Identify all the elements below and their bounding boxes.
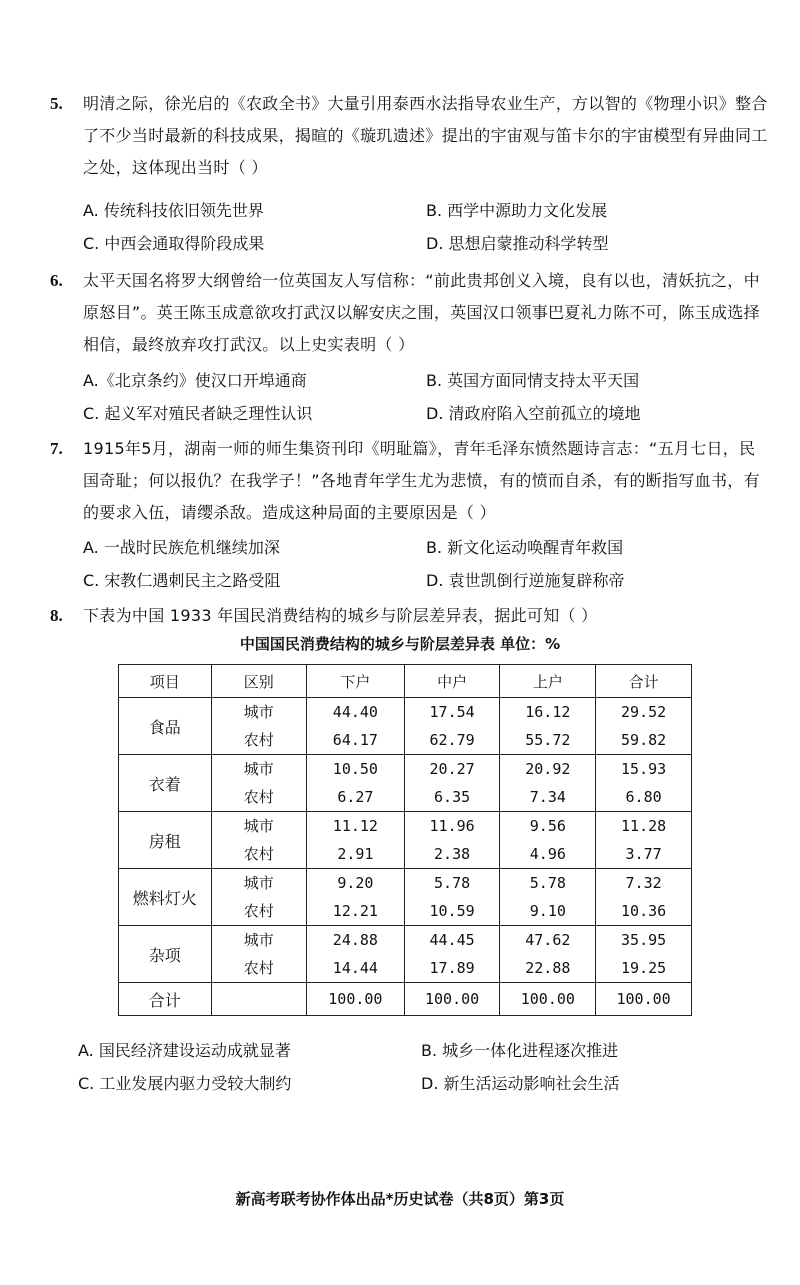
total-cell: 29.52 59.82 — [596, 698, 692, 755]
option-a: A. 一战时民族危机继续加深 — [83, 538, 280, 557]
question-number: 6. — [50, 271, 63, 290]
question-5 — [50, 88, 770, 184]
option-c: C. 工业发展内驱力受较大制约 — [78, 1074, 292, 1093]
item-cell: 杂项 — [119, 926, 212, 983]
item-cell: 房租 — [119, 812, 212, 869]
question-stem: 下表为中国 1933 年国民消费结构的城乡与阶层差异表，据此可知（ ） — [83, 606, 598, 625]
column-header: 合计 — [596, 665, 692, 698]
area-cell: 城市 农村 — [211, 869, 307, 926]
low-cell: 9.20 12.21 — [307, 869, 405, 926]
sum-label: 合计 — [119, 983, 212, 1016]
table-row — [119, 755, 692, 812]
column-header: 下户 — [307, 665, 405, 698]
total-cell: 11.28 3.77 — [596, 812, 692, 869]
option-d: D. 清政府陷入空前孤立的境地 — [426, 404, 641, 423]
total-cell: 15.93 6.80 — [596, 755, 692, 812]
question-number: 5. — [50, 94, 63, 113]
consumption-table — [118, 664, 692, 1016]
table-row — [119, 698, 692, 755]
item-cell: 食品 — [119, 698, 212, 755]
total-cell: 7.32 10.36 — [596, 869, 692, 926]
high-cell: 47.62 22.88 — [500, 926, 596, 983]
low-cell: 11.12 2.91 — [307, 812, 405, 869]
option-b: B. 城乡一体化进程逐次推进 — [421, 1041, 619, 1060]
column-header: 中户 — [404, 665, 500, 698]
table-row — [119, 812, 692, 869]
table-title: 中国国民消费结构的城乡与阶层差异表 单位：% — [239, 635, 561, 653]
low-cell: 24.88 14.44 — [307, 926, 405, 983]
option-d: D. 袁世凯倒行逆施复辟称帝 — [426, 571, 625, 590]
area-cell: 城市 农村 — [211, 755, 307, 812]
option-b: B. 西学中源助力文化发展 — [426, 201, 608, 220]
mid-cell: 100.00 — [404, 983, 500, 1016]
total-cell: 100.00 — [596, 983, 692, 1016]
question-6 — [50, 265, 770, 361]
option-c: C. 中西会通取得阶段成果 — [83, 234, 265, 253]
mid-cell: 17.54 62.79 — [404, 698, 500, 755]
question-7 — [50, 433, 770, 529]
low-cell: 100.00 — [307, 983, 405, 1016]
low-cell: 10.50 6.27 — [307, 755, 405, 812]
page-footer: 新高考联考协作体出品*历史试卷（共8页）第3页 — [235, 1190, 565, 1208]
question-8 — [50, 600, 770, 632]
option-b: B. 新文化运动唤醒青年救国 — [426, 538, 624, 557]
table-row — [119, 926, 692, 983]
area-cell: 城市 农村 — [211, 698, 307, 755]
item-cell: 衣着 — [119, 755, 212, 812]
option-d: D. 新生活运动影响社会生活 — [421, 1074, 620, 1093]
option-a: A.《北京条约》使汉口开埠通商 — [83, 371, 307, 390]
column-header: 项目 — [119, 665, 212, 698]
high-cell: 16.12 55.72 — [500, 698, 596, 755]
high-cell: 100.00 — [500, 983, 596, 1016]
question-stem: 1915年5月，湖南一师的师生集资刊印《明耻篇》，青年毛泽东愤然题诗言志：“五月七日，民国奇耻；何以报仇？在我学子！”各地青年学生尤为悲愤，有的愤而自杀，有的断指写血书，有的要求入伍，请缨杀敌。造成这种局面的主要原因是（ ） — [83, 439, 760, 522]
mid-cell: 44.45 17.89 — [404, 926, 500, 983]
option-b: B. 英国方面同情支持太平天国 — [426, 371, 640, 390]
mid-cell: 5.78 10.59 — [404, 869, 500, 926]
item-cell: 燃料灯火 — [119, 869, 212, 926]
mid-cell: 20.27 6.35 — [404, 755, 500, 812]
question-number: 7. — [50, 439, 63, 458]
high-cell: 20.92 7.34 — [500, 755, 596, 812]
high-cell: 5.78 9.10 — [500, 869, 596, 926]
option-c: C. 起义军对殖民者缺乏理性认识 — [83, 404, 313, 423]
column-header: 上户 — [500, 665, 596, 698]
high-cell: 9.56 4.96 — [500, 812, 596, 869]
option-d: D. 思想启蒙推动科学转型 — [426, 234, 609, 253]
mid-cell: 11.96 2.38 — [404, 812, 500, 869]
area-cell: 城市 农村 — [211, 812, 307, 869]
total-cell: 35.95 19.25 — [596, 926, 692, 983]
table-sum-row — [119, 983, 692, 1016]
option-a: A. 国民经济建设运动成就显著 — [78, 1041, 291, 1060]
table-header-row — [119, 665, 692, 698]
column-header: 区别 — [211, 665, 307, 698]
question-number: 8. — [50, 606, 63, 625]
low-cell: 44.40 64.17 — [307, 698, 405, 755]
table-row — [119, 869, 692, 926]
question-stem: 明清之际，徐光启的《农政全书》大量引用泰西水法指导农业生产，方以智的《物理小识》整合了不少当时最新的科技成果，揭暄的《璇玑遗述》提出的宇宙观与笛卡尔的宇宙模型有异曲同工之处，这体现出当时（ ） — [83, 94, 768, 177]
question-stem: 太平天国名将罗大纲曾给一位英国友人写信称：“前此贵邦创义入境，良有以也，清妖抗之，中原怒目”。英王陈玉成意欲攻打武汉以解安庆之围，英国汉口领事巴夏礼力陈不可，陈玉成选择相信，最终放弃攻打武汉。以上史实表明（ ） — [83, 271, 760, 354]
option-a: A. 传统科技依旧领先世界 — [83, 201, 264, 220]
area-cell — [211, 983, 307, 1016]
area-cell: 城市 农村 — [211, 926, 307, 983]
option-c: C. 宋教仁遇刺民主之路受阻 — [83, 571, 281, 590]
